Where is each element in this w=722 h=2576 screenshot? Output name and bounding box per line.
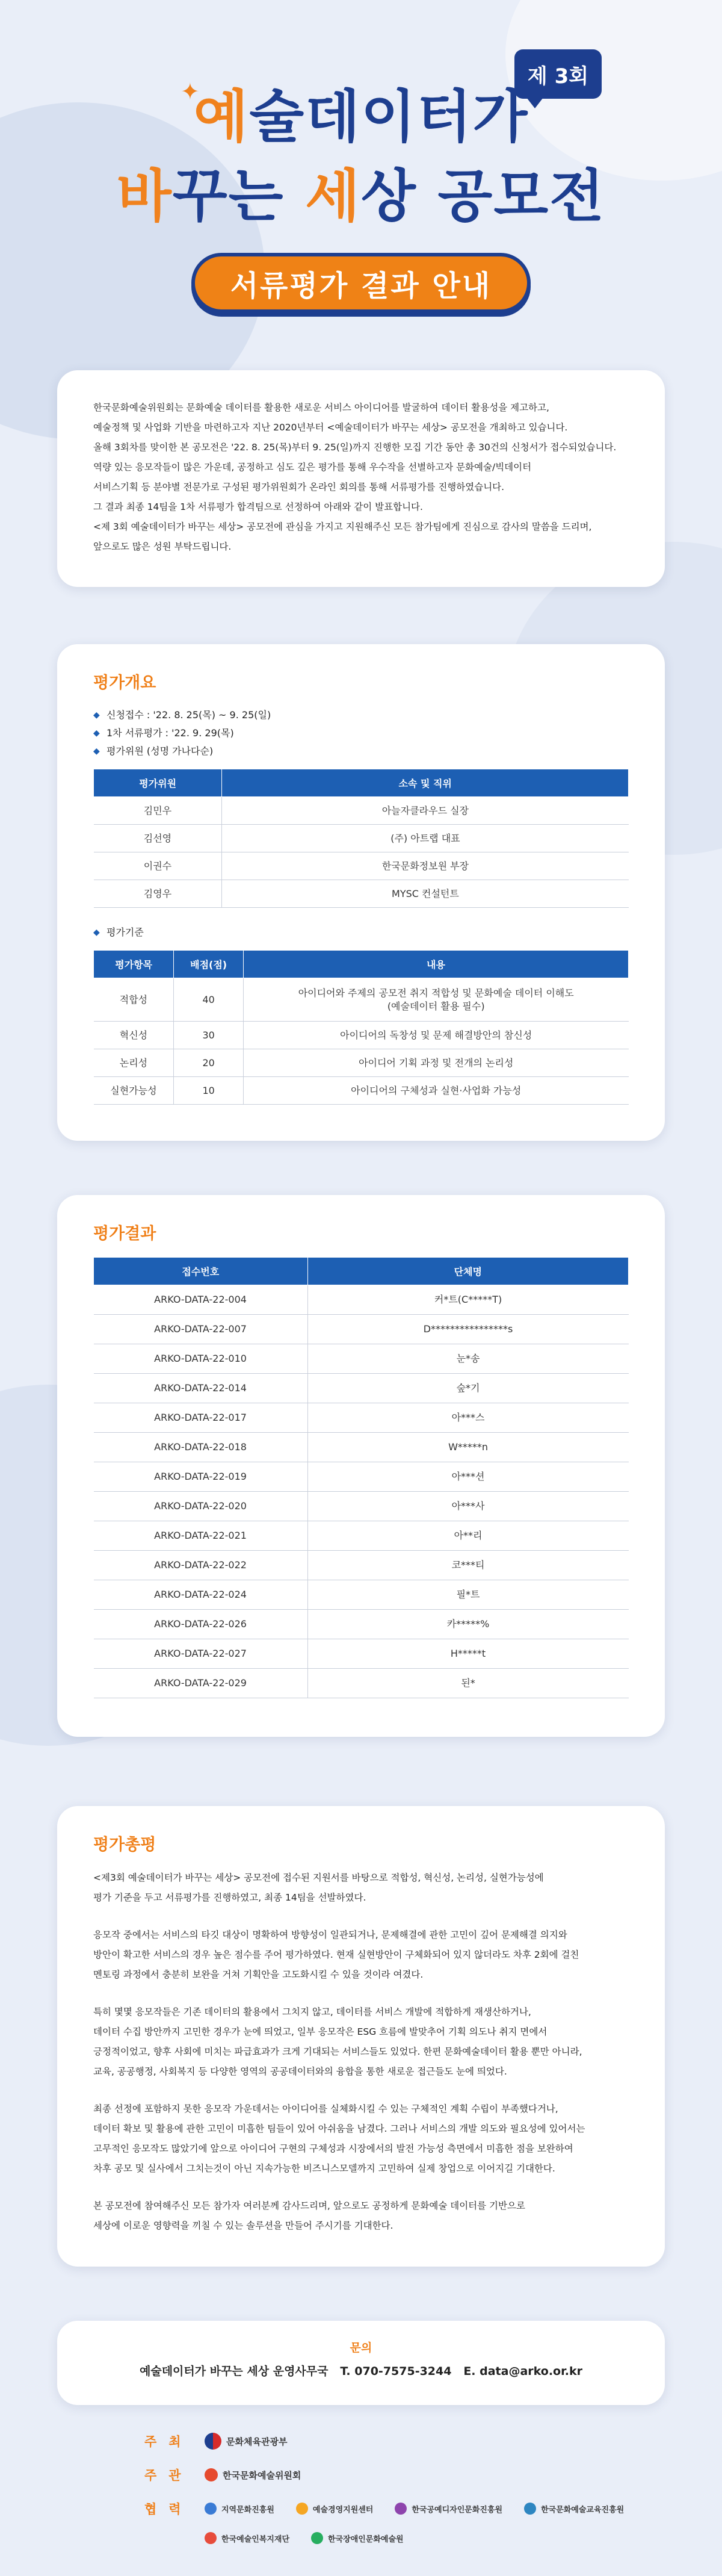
table-row xyxy=(94,1551,629,1580)
table-row xyxy=(94,1462,629,1492)
table-header: 평가위원 xyxy=(94,769,222,797)
table-cell: 40 xyxy=(174,978,244,1022)
host-row xyxy=(144,2432,309,2450)
table-cell: ARKO-DATA-22-019 xyxy=(94,1462,308,1492)
table-cell: ARKO-DATA-22-010 xyxy=(94,1344,308,1374)
table-row xyxy=(94,1315,629,1344)
partner-logo: 한국예술인복지재단 xyxy=(205,2532,289,2544)
results-table xyxy=(93,1257,629,1698)
table-cell: ARKO-DATA-22-026 xyxy=(94,1610,308,1639)
table-row xyxy=(94,1610,629,1639)
organizer-label: 주관 xyxy=(144,2468,193,2483)
host-label: 주최 xyxy=(144,2435,193,2449)
section-title: 평가개요 xyxy=(93,674,156,692)
logo-mark-icon xyxy=(524,2503,536,2515)
table-row xyxy=(94,1433,629,1462)
table-row xyxy=(94,880,629,908)
summary-paragraph: 응모작 중에서는 서비스의 타깃 대상이 명확하여 방향성이 일관되거나, 문제해결에 관한 고민이 깊어 문제해결 의지와 방안이 확고한 서비스의 경우 높은 점수를 주어 평가하였다. 현재 실현방안이 구체화되어 있지 않더라도 차후 2회에 걸친 멘토링 과정에서 충분히 보완을 거쳐 기획안을 고도화시킬 수 있을 것이라 여겼다. xyxy=(93,1929,579,1980)
table-cell: 논리성 xyxy=(94,1049,174,1077)
table-row xyxy=(94,978,629,1022)
table-cell: 아이디어와 주제의 공모전 취지 적합성 및 문화예술 데이터 이해도 (예술데이터 활용 필수) xyxy=(243,978,628,1022)
summary-paragraph: <제3회 예술데이터가 바꾸는 세상> 공모전에 접수된 지원서를 바탕으로 적합성, 혁신성, 논리성, 실현가능성에 평가 기준을 두고 서류평가를 진행하였고, 최종 14팀을 선발하였다. xyxy=(93,1872,544,1903)
logo-mark-icon xyxy=(311,2532,323,2544)
overview-card xyxy=(57,644,665,1141)
partner-logo: 예술경영지원센터 xyxy=(296,2503,373,2515)
title-line-2: 바꾸는 세상 공모전 xyxy=(117,164,605,229)
table-header: 평가항목 xyxy=(94,951,174,978)
organizer-row xyxy=(144,2466,322,2484)
table-row xyxy=(94,1049,629,1077)
logo-mark-icon xyxy=(395,2503,407,2515)
table-cell: (주) 아트랩 대표 xyxy=(222,825,629,852)
table-cell: 한국문화정보원 부장 xyxy=(222,852,629,880)
table-row xyxy=(94,1639,629,1669)
table-row xyxy=(94,1669,629,1698)
table-cell: 실현가능성 xyxy=(94,1077,174,1105)
organizer-logo: 한국문화예술위원회 xyxy=(205,2468,301,2481)
table-cell: ARKO-DATA-22-007 xyxy=(94,1315,308,1344)
summary-paragraph: 본 공모전에 참여해주신 모든 참가자 여러분께 감사드리며, 앞으로도 공정하게 문화예술 데이터를 기반으로 세상에 이로운 영향력을 끼칠 수 있는 솔루션을 만들어 주시기를 기대한다. xyxy=(93,2200,525,2231)
title-line-1: 예술데이터가 xyxy=(193,84,529,150)
table-row xyxy=(94,1022,629,1049)
table-cell: 아늘자클라우드 실장 xyxy=(222,797,629,825)
table-cell: 아***션 xyxy=(307,1462,628,1492)
table-cell: 김선영 xyxy=(94,825,222,852)
table-cell: 30 xyxy=(174,1022,244,1049)
table-cell: W*****n xyxy=(307,1433,628,1462)
table-cell: ARKO-DATA-22-022 xyxy=(94,1551,308,1580)
table-cell: 눈*송 xyxy=(307,1344,628,1374)
partner-logo: 한국장애인문화예술원 xyxy=(311,2532,404,2544)
table-cell: 이권수 xyxy=(94,852,222,880)
contact-line: 예술데이터가 바꾸는 세상 운영사무국 T. 070-7575-3244 E. data@arko.or.kr xyxy=(139,2365,582,2378)
overview-bullet: ◆ 평가위원 (성명 가나다순) xyxy=(93,742,629,760)
table-row xyxy=(94,1580,629,1610)
table-cell: ARKO-DATA-22-014 xyxy=(94,1374,308,1403)
table-cell: 코***티 xyxy=(307,1551,628,1580)
summary-card xyxy=(57,1806,665,2267)
table-row xyxy=(94,1344,629,1374)
table-cell: ARKO-DATA-22-021 xyxy=(94,1521,308,1551)
overview-bullet: ◆ 1차 서류평가 : '22. 9. 29(목) xyxy=(93,724,629,742)
table-cell: 된* xyxy=(307,1669,628,1698)
overview-bullet: ◆ 신청접수 : '22. 8. 25(목) ~ 9. 25(일) xyxy=(93,706,629,724)
table-cell: ARKO-DATA-22-004 xyxy=(94,1285,308,1315)
table-row xyxy=(94,825,629,852)
partner-label: 협력 xyxy=(144,2502,193,2516)
summary-paragraph: 최종 선정에 포함하지 못한 응모작 가운데서는 아이디어를 실체화시킬 수 있는 구체적인 계획 수립이 부족했다거나, 데이터 확보 및 활용에 관한 고민이 미흡한 팀들이 있어 아쉬움을 남겼다. 그러나 서비스의 개발 의도와 필요성에 있어서는 고무적인 응모작도 많았기에 앞으로 아이디어 구현의 구체성과 시장에서의 발전 가능성 측면에서 미흡한 점을 보완하여 차후 공모 및 실사에서 그치는것이 아닌 지속가능한 비즈니스모델까지 고민하여 실제 창업으로 이어지길 기대한다. xyxy=(93,2103,585,2174)
table-cell: 김영우 xyxy=(94,880,222,908)
sparkle-icon: ✦ xyxy=(180,78,200,105)
table-cell: 카*****% xyxy=(307,1610,628,1639)
table-header: 접수번호 xyxy=(94,1258,308,1285)
page-header xyxy=(0,0,722,337)
table-row xyxy=(94,1521,629,1551)
criteria-table xyxy=(93,950,629,1105)
logo-mark-icon xyxy=(205,2503,217,2515)
table-cell: ARKO-DATA-22-024 xyxy=(94,1580,308,1610)
table-cell: 20 xyxy=(174,1049,244,1077)
table-cell: 아***스 xyxy=(307,1403,628,1433)
table-row xyxy=(94,1077,629,1105)
table-header: 소속 및 직위 xyxy=(222,769,629,797)
table-cell: ARKO-DATA-22-020 xyxy=(94,1492,308,1521)
table-cell: ARKO-DATA-22-017 xyxy=(94,1403,308,1433)
table-row xyxy=(94,797,629,825)
contact-card xyxy=(57,2321,665,2405)
section-title: 평가총평 xyxy=(93,1836,156,1854)
intro-card xyxy=(57,370,665,587)
table-row xyxy=(94,1374,629,1403)
intro-text: 한국문화예술위원회는 문화예술 데이터를 활용한 새로운 서비스 아이디어를 발굴하여 데이터 활용성을 제고하고, 예술정책 및 사업화 기반을 마련하고자 지난 2020년부터 <예술데이터가 바꾸는 세상> 공모전을 개최하고 있습니다. 올해 3회차를 맞이한 본 공모전은 '22. 8. 25(목)부터 9. 25(일)까지 진행한 모집 기간 동안 총 30건의 신청서가 접수되었습니다. 역량 있는 응모작들이 많은 가운데, 공정하고 심도 깊은 평가를 통해 우수작을 선별하고자 문화예술/빅데이터 서비스기획 등 분야별 전문가로 구성된 평가위원회가 온라인 회의를 통해 서류평가를 진행하였습니다. 그 결과 최종 14팀을 1차 서류평가 합격팀으로 선정하여 아래와 같이 발표합니다. <제 3회 예술데이터가 바꾸는 세상> 공모전에 관심을 가지고 지원해주신 모든 참가팀에게 진심으로 감사의 말씀을 드리며, 앞으로도 많은 성원 부탁드립니다. xyxy=(93,402,617,552)
table-cell: 필*트 xyxy=(307,1580,628,1610)
logo-mark-icon xyxy=(296,2503,308,2515)
section-title: 평가결과 xyxy=(93,1224,156,1243)
table-row xyxy=(94,1285,629,1315)
table-row xyxy=(94,1403,629,1433)
logo-mark-icon xyxy=(205,2532,217,2544)
table-cell: 아***사 xyxy=(307,1492,628,1521)
subtitle-banner: 서류평가 결과 안내 xyxy=(191,253,531,313)
table-cell: ARKO-DATA-22-018 xyxy=(94,1433,308,1462)
table-cell: 10 xyxy=(174,1077,244,1105)
partner-logo: 지역문화진흥원 xyxy=(205,2503,274,2515)
table-cell: 김민우 xyxy=(94,797,222,825)
table-header: 단체명 xyxy=(307,1258,628,1285)
partner-row xyxy=(144,2500,646,2518)
table-header: 내용 xyxy=(243,951,628,978)
table-cell: ARKO-DATA-22-029 xyxy=(94,1669,308,1698)
results-card xyxy=(57,1195,665,1737)
table-cell: D****************s xyxy=(307,1315,628,1344)
table-cell: 혁신성 xyxy=(94,1022,174,1049)
summary-paragraph: 특히 몇몇 응모작들은 기존 데이터의 활용에서 그치지 않고, 데이터를 서비스 개발에 적합하게 재생산하거나, 데이터 수집 방안까지 고민한 경우가 눈에 띄었고, 일부 응모작은 ESG 흐름에 발맞추어 기획 의도나 취지 면에서 긍정적이었고, 향후 사회에 미치는 파급효과가 크게 기대되는 서비스들도 있었다. 한편 문화예술데이터 활용 뿐만 아니라, 교육, 공공행정, 사회복지 등 다양한 영역의 공공데이터와의 융합을 통한 새로운 접근들도 눈에 띄었다. xyxy=(93,2006,582,2077)
table-cell: 아이디어의 구체성과 실현·사업화 가능성 xyxy=(243,1077,628,1105)
table-cell: 커*트(C*****T) xyxy=(307,1285,628,1315)
round-badge: 제 3회 xyxy=(514,49,602,99)
table-header: 배점(점) xyxy=(174,951,244,978)
committee-table xyxy=(93,769,629,908)
table-row xyxy=(94,1492,629,1521)
host-logo: 문화체육관광부 xyxy=(205,2433,287,2450)
table-cell: 적합성 xyxy=(94,978,174,1022)
email-link[interactable]: E. data@arko.or.kr xyxy=(463,2365,582,2378)
table-cell: 아**리 xyxy=(307,1521,628,1551)
criteria-bullet: ◆ 평가기준 xyxy=(93,923,629,942)
table-cell: 아이디어의 독창성 및 문제 해결방안의 참신성 xyxy=(243,1022,628,1049)
table-cell: 아이디어 기획 과정 및 전개의 논리성 xyxy=(243,1049,628,1077)
table-cell: 숲*기 xyxy=(307,1374,628,1403)
partner-row-2 xyxy=(144,2532,425,2544)
table-cell: ARKO-DATA-22-027 xyxy=(94,1639,308,1669)
partner-logo: 한국공예디자인문화진흥원 xyxy=(395,2503,502,2515)
table-row xyxy=(94,852,629,880)
partner-logo: 한국문화예술교육진흥원 xyxy=(524,2503,624,2515)
contact-heading: 문의 xyxy=(350,2341,372,2354)
table-cell: MYSC 컨설턴트 xyxy=(222,880,629,908)
table-cell: H*****t xyxy=(307,1639,628,1669)
